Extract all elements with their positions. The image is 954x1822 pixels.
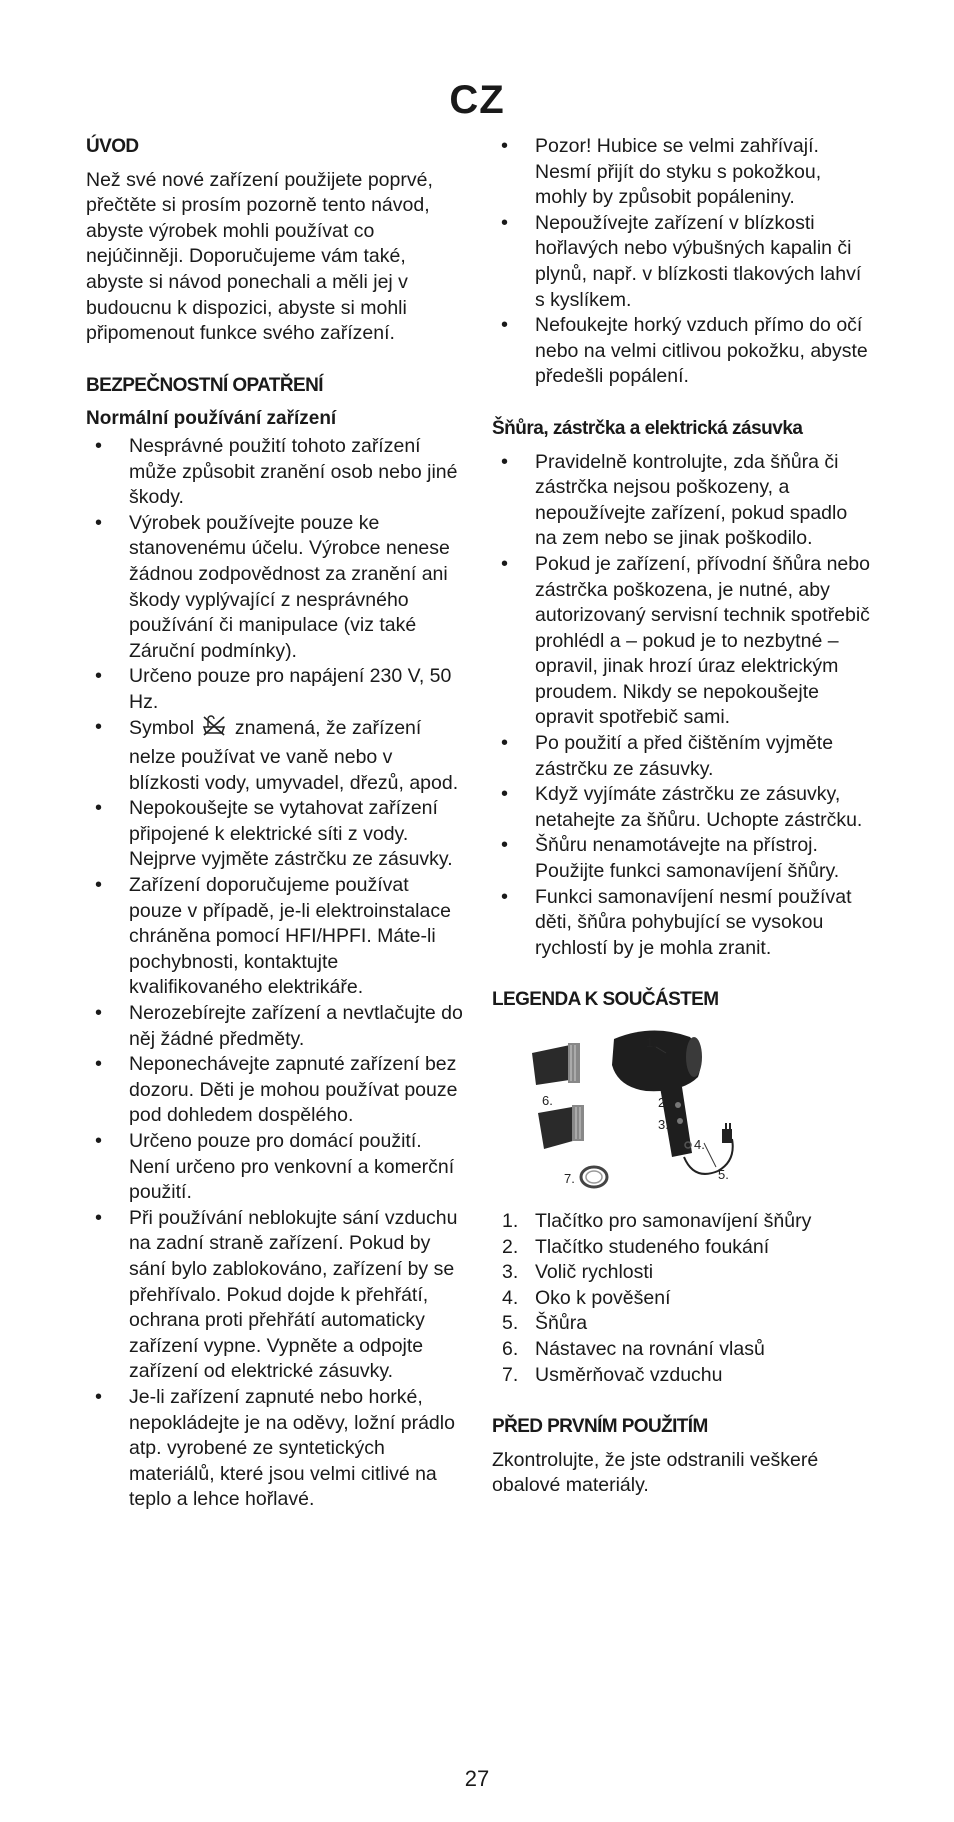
intro-heading: ÚVOD (86, 136, 139, 157)
list-item: • Určeno pouze pro napájení 230 V, 50 Hz. (86, 664, 466, 715)
symbol-text-after: znamená, že zařízení nelze používat ve vaně nebo v blízkosti vody, umyvadel, dřezů, apod. (129, 717, 459, 794)
symbol-text-before: Symbol (129, 717, 195, 740)
list-item: • Při používání neblokujte sání vzduchu na zadní straně zařízení. Pokud by sání bylo zablokováno, zařízení by se přehřívalo. Pokud dojde k přehřátí, ochrana proti přehřátí automaticky zařízení vypne. Vypněte a odpojte zařízení od elektrické zásuvky. (86, 1206, 466, 1385)
part-item: 7. Usměrňovač vzduchu (502, 1363, 723, 1386)
list-item: • Šňůru nenamotávejte na přístroj. Použijte funkci samonavíjení šňůry. (492, 833, 872, 884)
list-item: • Když vyjímáte zástrčku ze zásuvky, netahejte za šňůru. Uchopte zástrčku. (492, 782, 872, 833)
straightening-nozzle-drawing (532, 1043, 580, 1085)
list-item: • Určeno pouze pro domácí použití. Není určeno pro venkovní a komerční použití. (86, 1129, 466, 1206)
list-item: • Pozor! Hubice se velmi zahřívají. Nesmí přijít do styku s pokožkou, mohly by způsobit popáleniny. (492, 134, 872, 211)
list-item: • Pravidelně kontrolujte, zda šňůra či zástrčka nejsou poškozeny, a nepoužívejte zařízení, pokud spadlo na zem nebo se jinak poškodilo. (492, 450, 872, 552)
figure-label-5: 5. (718, 1167, 729, 1182)
no-bath-icon (201, 715, 227, 745)
list-item: • Nerozebírejte zařízení a nevtlačujte do něj žádné předměty. (86, 1001, 466, 1052)
first-use-heading: PŘED PRVNÍM POUŽITÍM (492, 1416, 708, 1438)
concentrator-nozzle-drawing (538, 1105, 584, 1149)
legend-heading: LEGENDA K SOUČÁSTEM (492, 989, 719, 1011)
part-item: 2. Tlačítko studeného foukání (502, 1235, 770, 1258)
safety-heading: BEZPEČNOSTNÍ OPATŘENÍ (86, 374, 323, 396)
list-item: • Po použití a před čištěním vyjměte zástrčku ze zásuvky. (492, 731, 872, 782)
part-item: 5. Šňůra (502, 1312, 588, 1335)
figure-label-2: 2. (658, 1095, 669, 1110)
cord-heading: Šňůra, zástrčka a elektrická zásuvka (492, 417, 803, 439)
dryer-body-drawing (612, 1030, 702, 1157)
list-item: • Nepokoušejte se vytahovat zařízení připojené k elektrické síti z vody. Nejprve vyjměte zástrčku ze zásuvky. (86, 796, 466, 873)
list-item: • Pokud je zařízení, přívodní šňůra nebo zástrčka poškozena, je nutné, aby autorizovaný servisní technik spotřebič prohlédl a – pokud je to nezbytné – opravil, jinak hrozí úraz elektrickým proudem. Nikdy se nepokoušejte opravit spotřebič sami. (492, 552, 872, 731)
normal-use-heading: Normální používání zařízení (86, 408, 337, 430)
left-column (86, 134, 466, 1513)
list-item: • Nefoukejte horký vzduch přímo do očí nebo na velmi citlivou pokožku, abyste předešli popálení. (492, 313, 872, 390)
cord-list (492, 450, 872, 962)
list-item: • Výrobek používejte pouze ke stanovenému účelu. Výrobce nenese žádnou zodpovědnost za zranění ani škody vyplývající z nesprávného používání či manipulace (viz také Záruční podmínky). (86, 511, 466, 665)
safety-list-continued (492, 134, 872, 390)
list-item: • Je-li zařízení zapnuté nebo horké, nepokládejte je na oděvy, ložní prádlo atp. vyrobené ze syntetických materiálů, které jsou velmi citlivé na teplo a lehce hořlavé. (86, 1385, 466, 1513)
part-item: 3. Volič rychlosti (502, 1261, 654, 1284)
part-item: 4. Oko k pověšení (502, 1286, 671, 1309)
list-item-symbol (86, 715, 466, 796)
part-item: 1. Tlačítko pro samonavíjení šňůry (502, 1210, 812, 1232)
part-item: 6. Nástavec na rovnání vlasů (502, 1337, 765, 1360)
figure-label-6: 6. (542, 1093, 553, 1108)
list-item: • Nesprávné použití tohoto zařízení může způsobit zranění osob nebo jiné škody. (86, 434, 466, 511)
figure-label-1: 1. (646, 1035, 657, 1050)
intro-text: Než své nové zařízení použijete poprvé, přečtěte si prosím pozorně tento návod, abyste výrobek mohli používat co nejúčinněji. Doporučujeme vám také, abyste si návod ponechali a měli jej v budoucnu k dispozici, abyste si mohli připomenout funkce svého zařízení. (86, 168, 433, 345)
list-item: • Zařízení doporučujeme používat pouze v případě, je-li elektroinstalace chráněna pomocí HFI/HPFI. Máte-li pochybnosti, kontaktujte kvalifikovaného elektrikáře. (86, 873, 466, 1001)
figure-label-7: 7. (564, 1171, 575, 1186)
right-column (492, 134, 872, 1499)
list-item: • Neponechávejte zapnuté zařízení bez dozoru. Děti je mohou používat pouze pod dohledem dospělého. (86, 1052, 466, 1129)
first-use-text: Zkontrolujte, že jste odstranili veškeré obalové materiály. (492, 1448, 819, 1497)
language-code: CZ (449, 78, 505, 122)
list-item: • Funkci samonavíjení nesmí používat děti, šňůra pohybující se vysokou rychlostí by je mohla zranit. (492, 885, 872, 962)
safety-list (86, 434, 466, 1513)
hair-dryer-figure (522, 1021, 842, 1201)
figure-label-4: 4. (694, 1137, 705, 1152)
hair-dryer-illustration (522, 1021, 842, 1201)
figure-label-3: 3. (658, 1117, 669, 1132)
page-number: 27 (464, 1766, 490, 1791)
parts-list (492, 1209, 872, 1388)
list-item: • Nepoužívejte zařízení v blízkosti hořlavých nebo výbušných kapalin či plynů, např. v blízkosti tlakových lahví s kyslíkem. (492, 211, 872, 313)
